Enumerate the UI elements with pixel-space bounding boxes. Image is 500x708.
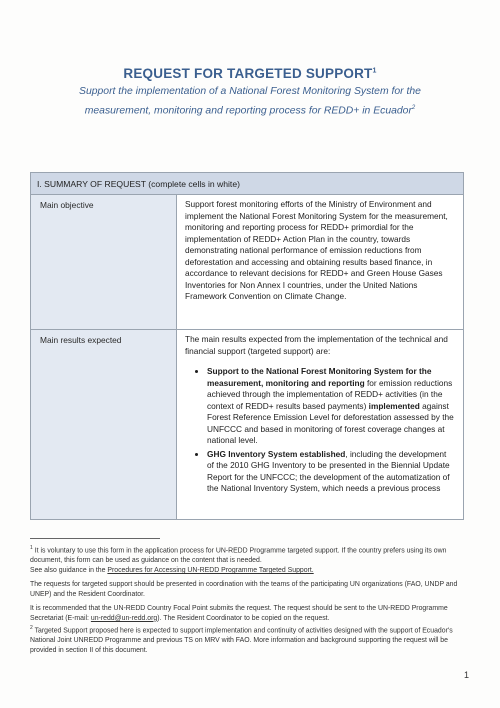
email-link[interactable]: un-redd@un-redd.org: [90, 614, 158, 622]
bullet-text: , including the development of the 2010 GHG Inventory to be presented in the Biennial Update Report for the UNFCCC; the development of the automatization of the National Inventory System, which needs a previous process: [207, 448, 450, 493]
bullet-bold: GHG Inventory System established: [207, 448, 346, 459]
subtitle-footnote-mark: 2: [411, 105, 416, 111]
results-list: [185, 366, 455, 495]
bullet-text-2: against Forest Reference Emission Level for deforestation assessed by the UNFCCC and based in monitoring of forest coverage changes at national level.: [207, 400, 454, 445]
footnote-see: See also guidance in the: [30, 567, 108, 575]
bullet-bold-2: implemented: [368, 400, 420, 411]
footnote-text: It is voluntary to use this form in the application process for UN-REDD Programme targeted support. If the country prefers using its own document, this form can be used as guidance on the content that is needed.: [30, 547, 447, 565]
bullet-text: for emission reductions achieved through the implementation of REDD+ activities (in the context of REDD+ results based payments): [207, 377, 453, 411]
table-row-main-results: [31, 330, 463, 520]
footnote-text: Targeted Support proposed here is expected to support implementation and continuity of activities designed with the support of Ecuador's National Joint UNREDD Programme and previous TS on MRV with FAO. More information and background supporting the request will be provided in section II of this document.: [30, 626, 453, 654]
footnotes: [30, 544, 470, 660]
footnote-mark: 2: [30, 624, 33, 631]
footnote-text: ). The Resident Coordinator to be copied on the request.: [157, 614, 330, 622]
list-item: [207, 449, 455, 495]
summary-table: [30, 172, 464, 520]
footnote-paragraph-3: [30, 604, 470, 656]
footnote-mark: 1: [30, 545, 33, 551]
row-label: Main results expected: [31, 330, 177, 520]
row-content: [177, 330, 463, 520]
procedures-link[interactable]: Procedures for Accessing UN-REDD Programme Targeted Support.: [107, 567, 314, 575]
row-label: Main objective: [31, 195, 177, 329]
footnote-1: [30, 544, 470, 576]
footnote-divider: [30, 538, 160, 539]
results-intro: The main results expected from the implementation of the technical and financial support (targeted support) are:: [185, 334, 448, 356]
table-row-main-objective: [31, 195, 463, 330]
document-subtitle: [60, 84, 440, 119]
page-number: 1: [464, 670, 470, 680]
bullet-bold: Support to the National Forest Monitoring System for the measurement, monitoring and reporting: [207, 366, 432, 388]
row-content: Support forest monitoring efforts of the Ministry of Environment and implement the National Forest Monitoring System for the measurement, monitoring and reporting process for REDD+ primordial for the implementation of REDD+ Action Plan in the country, towards demonstrating national performance of emission reductions from deforestation and accessing and obtaining results based finance, in accordance to relevant decisions for REDD+ and Green House Gases Inventories for Non Annex I countries, under the United Nations Framework Convention on Climate Change.: [185, 199, 448, 301]
table-header: I. SUMMARY OF REQUEST (complete cells in white): [31, 173, 463, 195]
footnote-text: It is recommended that the UN-REDD Country Focal Point submits the request. The request should be sent to the UN-REDD Programme Secretariat (E-mail:: [30, 604, 448, 622]
document-title: [0, 66, 500, 81]
title-footnote-mark: 1: [372, 67, 377, 75]
list-item: [207, 366, 455, 447]
footnote-paragraph-2: The requests for targeted support should be presented in coordination with the teams of the participating UN organizations (FAO, UNDP and UNEP) and the Resident Coordinator.: [30, 581, 458, 598]
title-text: REQUEST FOR TARGETED SUPPORT: [123, 66, 373, 81]
subtitle-text: Support the implementation of a National Forest Monitoring System for the measurement, monitoring and reporting process for REDD+ in Ecuador: [79, 86, 421, 117]
